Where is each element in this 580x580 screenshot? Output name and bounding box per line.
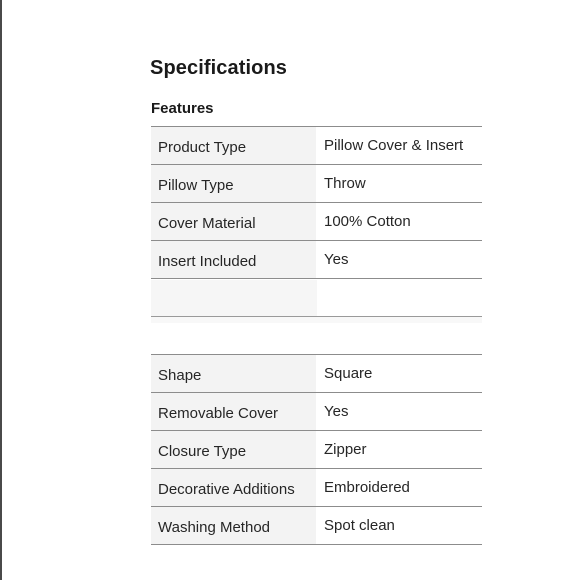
spec-label: Shape: [151, 355, 316, 392]
spec-row: [151, 203, 482, 241]
spec-label: Cover Material: [151, 203, 316, 240]
spec-row: [151, 507, 482, 545]
spec-row: [151, 241, 482, 279]
spec-label: Closure Type: [151, 431, 316, 468]
details-spec-table: [151, 354, 482, 545]
spec-value: Pillow Cover & Insert: [324, 137, 464, 154]
spec-label: Pillow Type: [151, 165, 316, 202]
spec-label: Insert Included: [151, 241, 316, 278]
spec-value: Zipper: [324, 441, 367, 458]
spec-row: [151, 355, 482, 393]
page-title: Specifications: [150, 57, 287, 79]
section-title-features: Features: [151, 100, 214, 117]
spec-row: [151, 127, 482, 165]
spec-value: Yes: [324, 251, 349, 268]
window-left-border: [0, 0, 2, 580]
features-spec-table: [151, 126, 482, 279]
spec-label: Decorative Additions: [151, 469, 316, 506]
spec-row: [151, 469, 482, 507]
spec-value: 100% Cotton: [324, 213, 411, 230]
spec-value: Embroidered: [324, 479, 410, 496]
spec-row: [151, 165, 482, 203]
blank-spacer: [151, 317, 482, 323]
spec-label: Product Type: [151, 127, 316, 164]
blank-spec-row-value: [317, 280, 482, 316]
spec-row: [151, 431, 482, 469]
blank-spec-row: [151, 280, 482, 317]
spec-value: Yes: [324, 403, 349, 420]
spec-row: [151, 393, 482, 431]
spec-value: Square: [324, 365, 373, 382]
spec-label: Removable Cover: [151, 393, 316, 430]
spec-label: Washing Method: [151, 507, 316, 544]
spec-value: Throw: [324, 175, 366, 192]
spec-value: Spot clean: [324, 517, 395, 534]
